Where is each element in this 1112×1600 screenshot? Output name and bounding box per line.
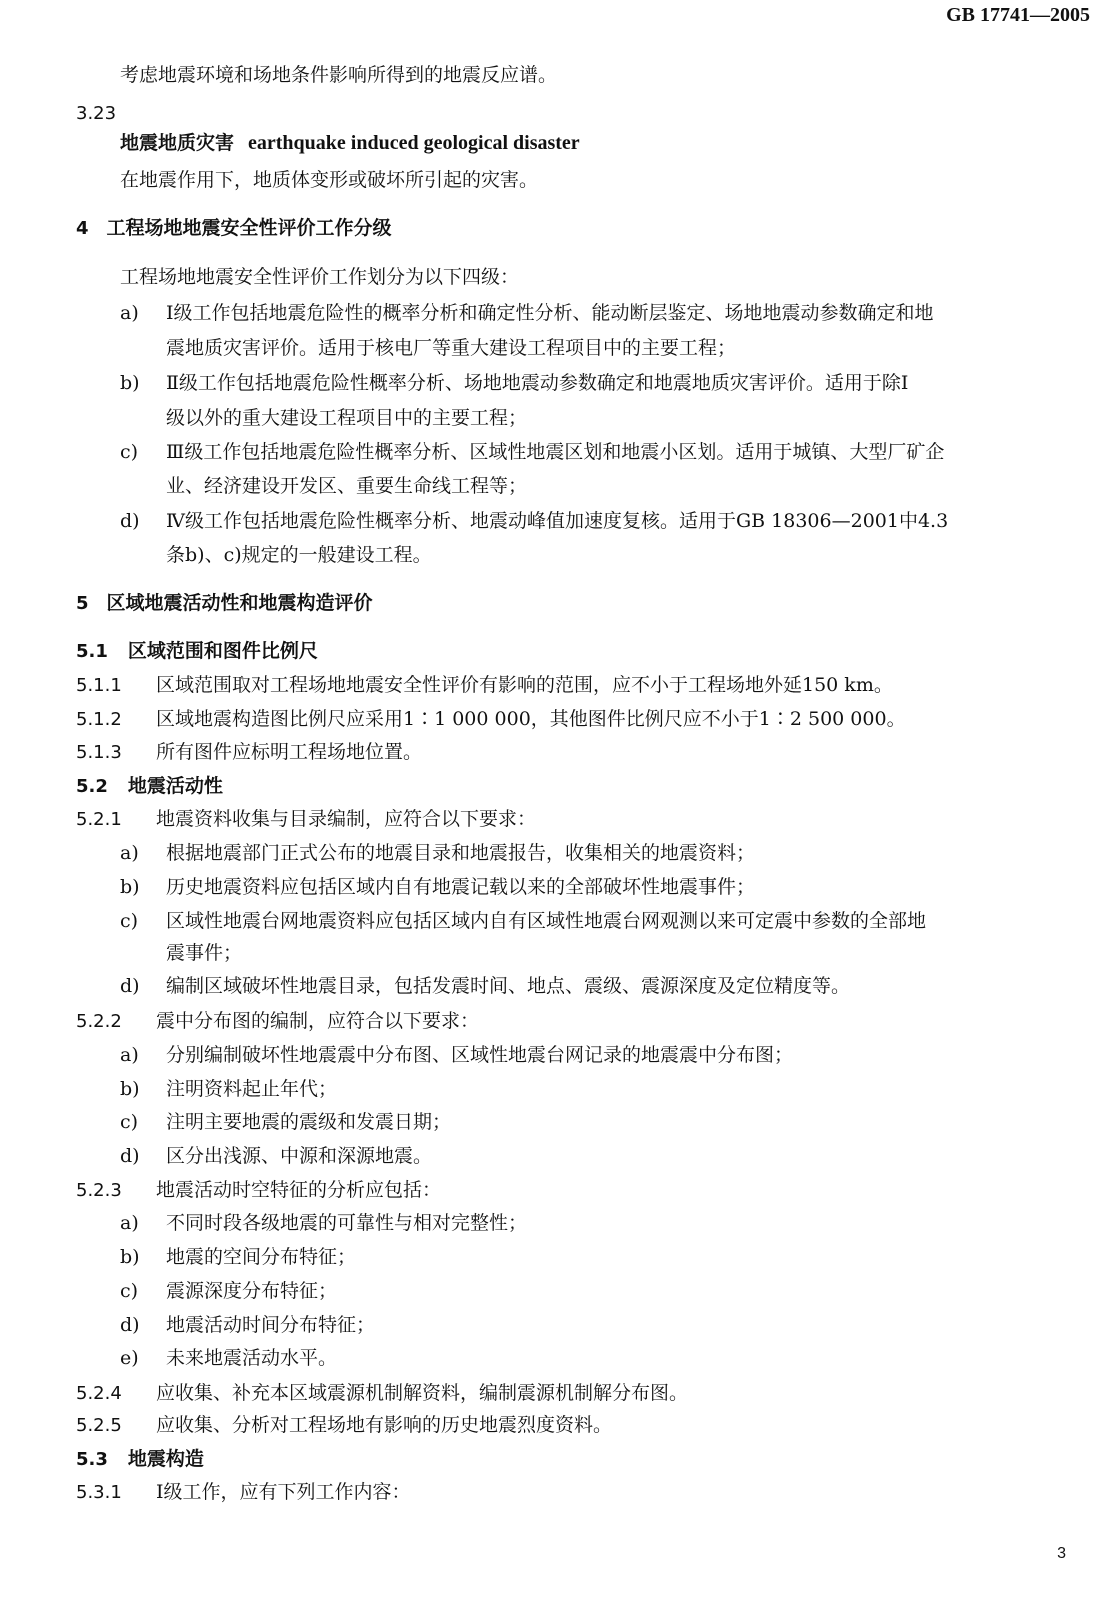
- list-marker: d): [120, 975, 140, 997]
- list-item: 历史地震资料应包括区域内自有地震记载以来的全部破坏性地震事件；: [166, 876, 756, 898]
- list-item: 分别编制破坏性地震震中分布图、区域性地震台网记录的地震震中分布图；: [166, 1044, 794, 1066]
- list-marker: c): [120, 1111, 139, 1133]
- list-marker: e): [120, 1347, 139, 1369]
- term-chinese: 地震地质灾害: [120, 132, 235, 154]
- list-item-c-cont: 业、经济建设开发区、重要生命线工程等；: [166, 475, 528, 497]
- clause-text: 应收集、补充本区域震源机制解资料，编制震源机制解分布图。: [156, 1382, 689, 1404]
- list-marker: a): [120, 1212, 139, 1234]
- list-item-d: Ⅳ级工作包括地震危险性概率分析、地震动峰值加速度复核。适用于GB 18306—2001中4.3: [166, 510, 949, 532]
- clause-number: 5.3.1: [76, 1482, 122, 1503]
- list-marker: b): [120, 1246, 140, 1268]
- page-number: 3: [1057, 1545, 1066, 1562]
- clause-number: 5.2.3: [76, 1180, 122, 1201]
- list-marker: b): [120, 372, 140, 394]
- list-item-a-cont: 震地质灾害评价。适用于核电厂等重大建设工程项目中的主要工程；: [166, 337, 737, 359]
- list-marker: c): [120, 910, 139, 932]
- clause-text: 震中分布图的编制，应符合以下要求：: [156, 1010, 480, 1032]
- section-heading-5: 5 区域地震活动性和地震构造评价: [76, 592, 373, 614]
- list-marker: c): [120, 1280, 139, 1302]
- term-english: earthquake induced geological disaster: [248, 132, 580, 154]
- list-item: 根据地震部门正式公布的地震目录和地震报告，收集相关的地震资料；: [166, 842, 756, 864]
- list-item: 未来地震活动水平。: [166, 1347, 338, 1369]
- term-definition: 在地震作用下，地质体变形或破坏所引起的灾害。: [120, 169, 539, 191]
- text-line: 工程场地地震安全性评价工作划分为以下四级：: [120, 266, 520, 288]
- clause-text: Ⅰ级工作，应有下列工作内容：: [156, 1481, 411, 1503]
- standard-number: GB 17741—2005: [946, 4, 1090, 26]
- clause-number: 5.1.1: [76, 675, 122, 696]
- clause-number: 5.2.2: [76, 1011, 122, 1032]
- clause-text: 应收集、分析对工程场地有影响的历史地震烈度资料。: [156, 1414, 613, 1436]
- clause-number: 5.1.2: [76, 709, 122, 730]
- clause-text: 区域地震构造图比例尺应采用1∶1 000 000，其他图件比例尺应不小于1∶2 500 000。: [156, 708, 906, 730]
- list-item: 不同时段各级地震的可靠性与相对完整性；: [166, 1212, 528, 1234]
- clause-text: 区域范围取对工程场地地震安全性评价有影响的范围，应不小于工程场地外延150 km。: [156, 674, 893, 696]
- clause-number: 5.2.1: [76, 809, 122, 830]
- list-item-d-cont: 条b)、c)规定的一般建设工程。: [166, 544, 432, 566]
- list-item: 注明主要地震的震级和发震日期；: [166, 1111, 452, 1133]
- list-item-a: Ⅰ级工作包括地震危险性的概率分析和确定性分析、能动断层鉴定、场地地震动参数确定和地: [166, 302, 934, 324]
- text-line: 考虑地震环境和场地条件影响所得到的地震反应谱。: [120, 64, 558, 86]
- list-marker: d): [120, 1145, 140, 1167]
- list-item: 地震的空间分布特征；: [166, 1246, 357, 1268]
- clause-text: 地震活动时空特征的分析应包括：: [156, 1179, 442, 1201]
- clause-number: 3.23: [76, 103, 117, 124]
- list-item: 震源深度分布特征；: [166, 1280, 338, 1302]
- subsection-heading-5-3: 5.3 地震构造: [76, 1448, 204, 1470]
- section-heading-4: 4 工程场地地震安全性评价工作分级: [76, 217, 392, 239]
- list-marker: d): [120, 510, 140, 532]
- list-item: 区分出浅源、中源和深源地震。: [166, 1145, 433, 1167]
- clause-number: 5.2.5: [76, 1415, 122, 1436]
- clause-number: 5.1.3: [76, 742, 122, 763]
- list-marker: d): [120, 1314, 140, 1336]
- list-marker: a): [120, 842, 139, 864]
- list-item: 编制区域破坏性地震目录，包括发震时间、地点、震级、震源深度及定位精度等。: [166, 975, 851, 997]
- clause-text: 地震资料收集与目录编制，应符合以下要求：: [156, 808, 537, 830]
- clause-number: 5.2.4: [76, 1383, 122, 1404]
- list-item-cont: 震事件；: [166, 942, 243, 964]
- list-marker: c): [120, 441, 139, 463]
- list-item: 注明资料起止年代；: [166, 1078, 338, 1100]
- list-marker: a): [120, 1044, 139, 1066]
- list-marker: a): [120, 302, 139, 324]
- subsection-heading-5-1: 5.1 区域范围和图件比例尺: [76, 640, 318, 662]
- list-marker: b): [120, 1078, 140, 1100]
- subsection-heading-5-2: 5.2 地震活动性: [76, 775, 223, 797]
- list-marker: b): [120, 876, 140, 898]
- list-item: 地震活动时间分布特征；: [166, 1314, 376, 1336]
- term-heading: [120, 130, 580, 156]
- clause-text: 所有图件应标明工程场地位置。: [156, 741, 423, 763]
- list-item-c: Ⅲ级工作包括地震危险性概率分析、区域性地震区划和地震小区划。适用于城镇、大型厂矿企: [166, 441, 945, 463]
- list-item-b-cont: 级以外的重大建设工程项目中的主要工程；: [166, 407, 528, 429]
- list-item-b: Ⅱ级工作包括地震危险性概率分析、场地地震动参数确定和地震地质灾害评价。适用于除Ⅰ: [166, 372, 909, 394]
- list-item: 区域性地震台网地震资料应包括区域内自有区域性地震台网观测以来可定震中参数的全部地: [166, 910, 927, 932]
